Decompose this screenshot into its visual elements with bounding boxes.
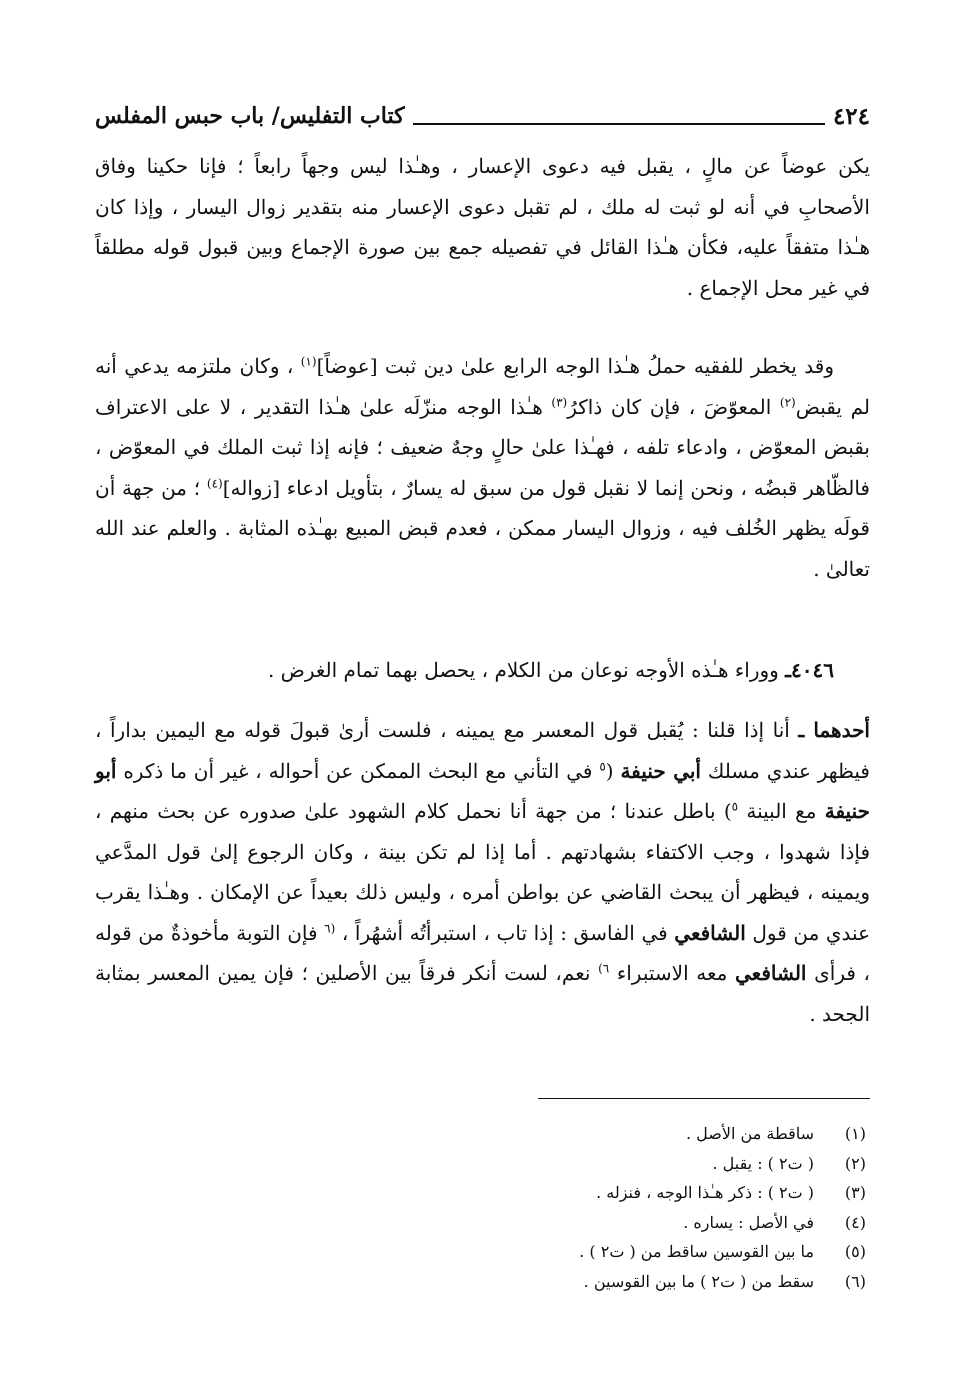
- footnote-item: [346, 1208, 866, 1238]
- footnote-ref-5-open[interactable]: ٥: [599, 758, 606, 773]
- footnote-text: ما بين القوسين ساقط من ( ت٢ ) .: [579, 1242, 814, 1261]
- footnote-item: [346, 1149, 866, 1179]
- text-span: المعوّضَ ، فإن كان ذاكرُ: [567, 394, 780, 419]
- footnote-number: (٤): [844, 1212, 866, 1232]
- paragraph-lead: أحدهما ـ: [798, 718, 870, 742]
- text-span: معه الاستبراء: [609, 961, 735, 985]
- header-title: كتاب التفليس/ باب حبس المفلس: [95, 103, 405, 129]
- page-number: ٤٢٤: [832, 102, 870, 130]
- footnote-ref-4[interactable]: (٤): [206, 475, 223, 490]
- text-span: مع البينة: [738, 799, 825, 823]
- footnote-ref-6-open[interactable]: (٦: [324, 920, 336, 935]
- footnote-number: (١): [844, 1124, 866, 1143]
- footnote-number: (٥): [844, 1242, 866, 1261]
- footnote-item: [346, 1178, 866, 1208]
- footnote-ref-2[interactable]: (٢): [779, 394, 796, 409]
- paragraph-first-kind: [95, 710, 870, 1034]
- footnote-ref-3[interactable]: (٣): [551, 394, 568, 409]
- text-span: نعم، لست أنكر فرقاً بين الأصلين ؛ فإن يمين المعسر بمثابة الجحد .: [95, 961, 870, 1026]
- text-span: (: [605, 758, 621, 783]
- footnote-item: [346, 1237, 866, 1267]
- footnote-separator: [538, 1098, 870, 1099]
- text-span: ؛ من جهة أن قولَه يظهر الخُلف فيه ، وزوال اليسار ممكن ، فعدم قبض المبيع بهـٰذه المثابة . والعلم عند الله تعالىٰ .: [95, 475, 870, 581]
- name-abu-hanifa: أبي حنيفة: [620, 758, 701, 783]
- footnote-number: (٣): [844, 1183, 866, 1202]
- footnote-text: ( ت٢ ) : يقبل .: [712, 1153, 814, 1173]
- text-span: في التأني مع البحث الممكن عن أحواله ، غير أن ما ذكره: [116, 758, 600, 783]
- text-span: ، وكان ملتزمه يدعي أنه لم يقبض: [95, 354, 870, 419]
- text-span: هـٰذا الوجه منزّلَه علىٰ هـٰذا التقدير ، لا على الاعتراف بقبض المعوّض ، وادعاء تلفه ، فهـٰذا علىٰ حالٍ وجهٌ ضعيف ؛ فإنه إذا ثبت الملك في المعوّض ، فالظّاهر قبضُه ، ونحن إنما لا نقبل قول من سبق له يسارٌ ، بتأويل ادعاء [زواله]: [95, 394, 870, 500]
- name-shafii: الشافعي: [674, 920, 746, 945]
- running-header: [95, 96, 870, 136]
- text-span: ) باطل عندنا ؛ من جهة أنا نحمل كلام الشهود علىٰ صدوره عن بحث منهم ، فإذا شهدوا ، وجب الاكتفاء بشهادتهم . أما إذا لم تكن بينة ، وكان الرجوع إلىٰ قول المدَّعي ويمينه ، فيظهر أن يبحث القاضي عن بواطن أمره ، وليس ذلك بعيداً عن الإمكان . وهـٰذا يقرب عندي من قول: [95, 799, 871, 945]
- footnote-ref-1[interactable]: (١): [300, 354, 317, 369]
- text-span: وقد يخطر للفقيه حملُ هـٰذا الوجه الرابع علىٰ دين ثبت [عوضاً]: [316, 354, 834, 378]
- section-number: ٤٠٤٦ـ: [785, 658, 834, 682]
- footnote-ref-6-close[interactable]: ٦): [598, 961, 610, 976]
- footnote-item: [346, 1267, 866, 1297]
- footnote-ref-5-close[interactable]: ٥: [731, 799, 739, 814]
- section-4046: [95, 650, 870, 691]
- footnote-text: ساقطة من الأصل .: [686, 1124, 814, 1143]
- footnote-item: [346, 1119, 866, 1149]
- text-span: أنا إذا قلنا : يُقبل قول المعسر مع يمينه ، فلست أرىٰ قبولَ قوله مع اليمين بداراً ، فيظهر عندي مسلك: [95, 718, 870, 783]
- footnote-number: (٢): [844, 1153, 866, 1173]
- text-span: في الفاسق : إذا تاب ، استبرأتُه أشهُراً ،: [335, 920, 675, 945]
- name-shafii: الشافعي: [735, 961, 807, 985]
- text-span: ووراء هـٰذه الأوجه نوعان من الكلام ، يحصل بهما تمام الغرض .: [267, 658, 786, 682]
- name-abu-hanifa: أبو حنيفة: [95, 758, 870, 823]
- paragraph-continuation: يكن عوضاً عن مالٍ ، يقبل فيه دعوى الإعسار ، وهـٰذا ليس وجهاً رابعاً ؛ فإنا حكينا وفاق الأصحابِ في أنه لو ثبت له ملك ، لم تقبل دعوى الإعسار منه بتقدير زوال اليسار ، وإذا كان هـٰذا متفقاً عليه، فكأن هـٰذا القائل في تفصيله جمع بين صورة الإجماع وبين قبول قوله مطلقاً في غير محل الإجماع .: [95, 154, 870, 300]
- footnotes-list: [346, 1119, 866, 1296]
- footnote-text: في الأصل : يساره .: [683, 1212, 814, 1232]
- footnote-number: (٦): [844, 1271, 866, 1291]
- footnote-text: سقط من ( ت٢ ) ما بين القوسين .: [583, 1271, 814, 1291]
- paragraph-fourth-aspect: [95, 346, 870, 589]
- footnote-text: ( ت٢ ) : ذكر هـٰذا الوجه ، فنزله .: [596, 1183, 814, 1202]
- text-span: فإن التوبة مأخوذةٌ من قوله ، فرأى: [95, 920, 871, 985]
- header-rule: [413, 123, 825, 125]
